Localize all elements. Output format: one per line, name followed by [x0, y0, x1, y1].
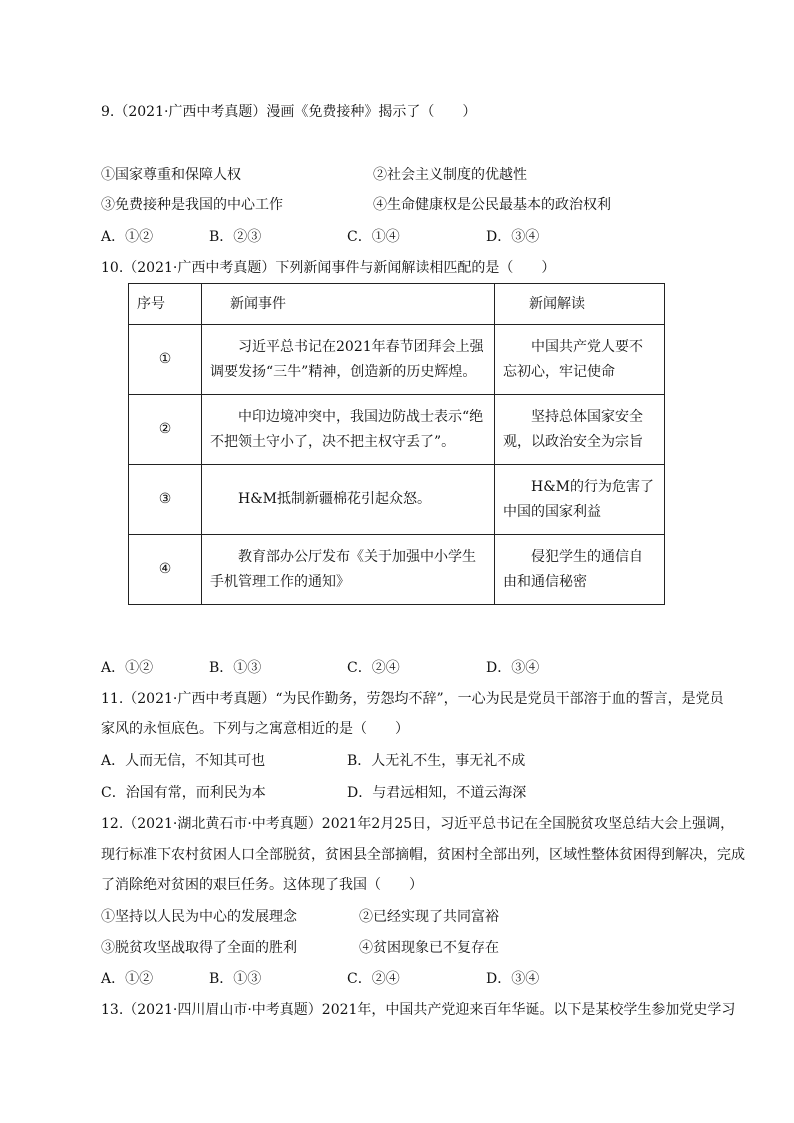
- q12-item-1: ①坚持以人民为中心的发展理念: [101, 909, 297, 925]
- q11-option-b: B．人无礼不生，事无礼不成: [347, 753, 526, 769]
- table-row: [129, 535, 665, 605]
- q10-option-d: D．③④: [486, 660, 540, 676]
- header-event: 新闻事件: [202, 284, 495, 325]
- news-table: [128, 283, 665, 605]
- q9-stem: 9.（2021·广西中考真题）漫画《免费接种》揭示了（ ）: [101, 104, 477, 120]
- q11-stem-line-1: 11.（2021·广西中考真题）“为民作勤务，劳怨均不辞”，一心为民是党员干部溶于血的誓言，是党员: [101, 691, 724, 707]
- row-num: ②: [129, 395, 202, 465]
- q9-option-b: B．②③: [209, 229, 262, 245]
- row-reading: 侵犯学生的通信自由和通信秘密: [495, 535, 665, 605]
- q9-option-a: A．①②: [101, 229, 154, 245]
- q10-option-a: A．①②: [101, 660, 154, 676]
- row-num: ③: [129, 465, 202, 535]
- table-row: [129, 325, 665, 395]
- q9-item-2: ②社会主义制度的优越性: [373, 167, 527, 183]
- q12-option-a: A．①②: [101, 971, 154, 987]
- row-event: 中印边境冲突中，我国边防战士表示“绝不把领土守小了，决不把主权守丢了”。: [202, 395, 495, 465]
- q10-option-b: B．①③: [209, 660, 262, 676]
- header-num: 序号: [129, 284, 202, 325]
- q10-option-c: C．②④: [347, 660, 400, 676]
- row-num: ④: [129, 535, 202, 605]
- q12-option-c: C．②④: [347, 971, 400, 987]
- q11-option-a: A．人而无信，不知其可也: [101, 753, 266, 769]
- q12-item-2: ②已经实现了共同富裕: [359, 909, 499, 925]
- row-event: H&M抵制新疆棉花引起众怒。: [202, 465, 495, 535]
- row-reading: H&M的行为危害了中国的国家利益: [495, 465, 665, 535]
- header-reading: 新闻解读: [495, 284, 665, 325]
- q9-option-c: C．①④: [347, 229, 400, 245]
- table-row: [129, 395, 665, 465]
- q12-stem-line-2: 现行标准下农村贫困人口全部脱贫，贫困县全部摘帽，贫困村全部出列，区域性整体贫困得到解决，完成: [101, 847, 745, 863]
- row-reading: 中国共产党人要不忘初心，牢记使命: [495, 325, 665, 395]
- q11-stem-line-2: 家风的永恒底色。下列与之寓意相近的是（ ）: [101, 721, 409, 737]
- row-event: 习近平总书记在2021年春节团拜会上强调要发扬“三牛”精神，创造新的历史辉煌。: [202, 325, 495, 395]
- q9-item-4: ④生命健康权是公民最基本的政治权利: [373, 197, 611, 213]
- q9-item-1: ①国家尊重和保障人权: [101, 167, 241, 183]
- q11-option-d: D．与君远相知，不道云海深: [347, 785, 527, 801]
- row-event: 教育部办公厅发布《关于加强中小学生手机管理工作的通知》: [202, 535, 495, 605]
- q13-stem-line-1: 13.（2021·四川眉山市·中考真题）2021年，中国共产党迎来百年华诞。以下是某校学生参加党史学习: [101, 1002, 736, 1018]
- q9-item-3: ③免费接种是我国的中心工作: [101, 197, 283, 213]
- q12-stem-line-3: 了消除绝对贫困的艰巨任务。这体现了我国（ ）: [101, 877, 423, 893]
- q12-stem-line-1: 12.（2021·湖北黄石市·中考真题）2021年2月25日，习近平总书记在全国脱贫攻坚总结大会上强调，: [101, 816, 735, 832]
- table-row: [129, 465, 665, 535]
- table-header-row: [129, 284, 665, 325]
- q10-stem: 10.（2021·广西中考真题）下列新闻事件与新闻解读相匹配的是（ ）: [101, 260, 556, 276]
- q12-option-d: D．③④: [486, 971, 540, 987]
- row-num: ①: [129, 325, 202, 395]
- q9-option-d: D．③④: [486, 229, 540, 245]
- row-reading: 坚持总体国家安全观，以政治安全为宗旨: [495, 395, 665, 465]
- q12-item-4: ④贫困现象已不复存在: [359, 940, 499, 956]
- q12-item-3: ③脱贫攻坚战取得了全面的胜利: [101, 940, 297, 956]
- q12-option-b: B．①③: [209, 971, 262, 987]
- q11-option-c: C．治国有常，而利民为本: [101, 785, 266, 801]
